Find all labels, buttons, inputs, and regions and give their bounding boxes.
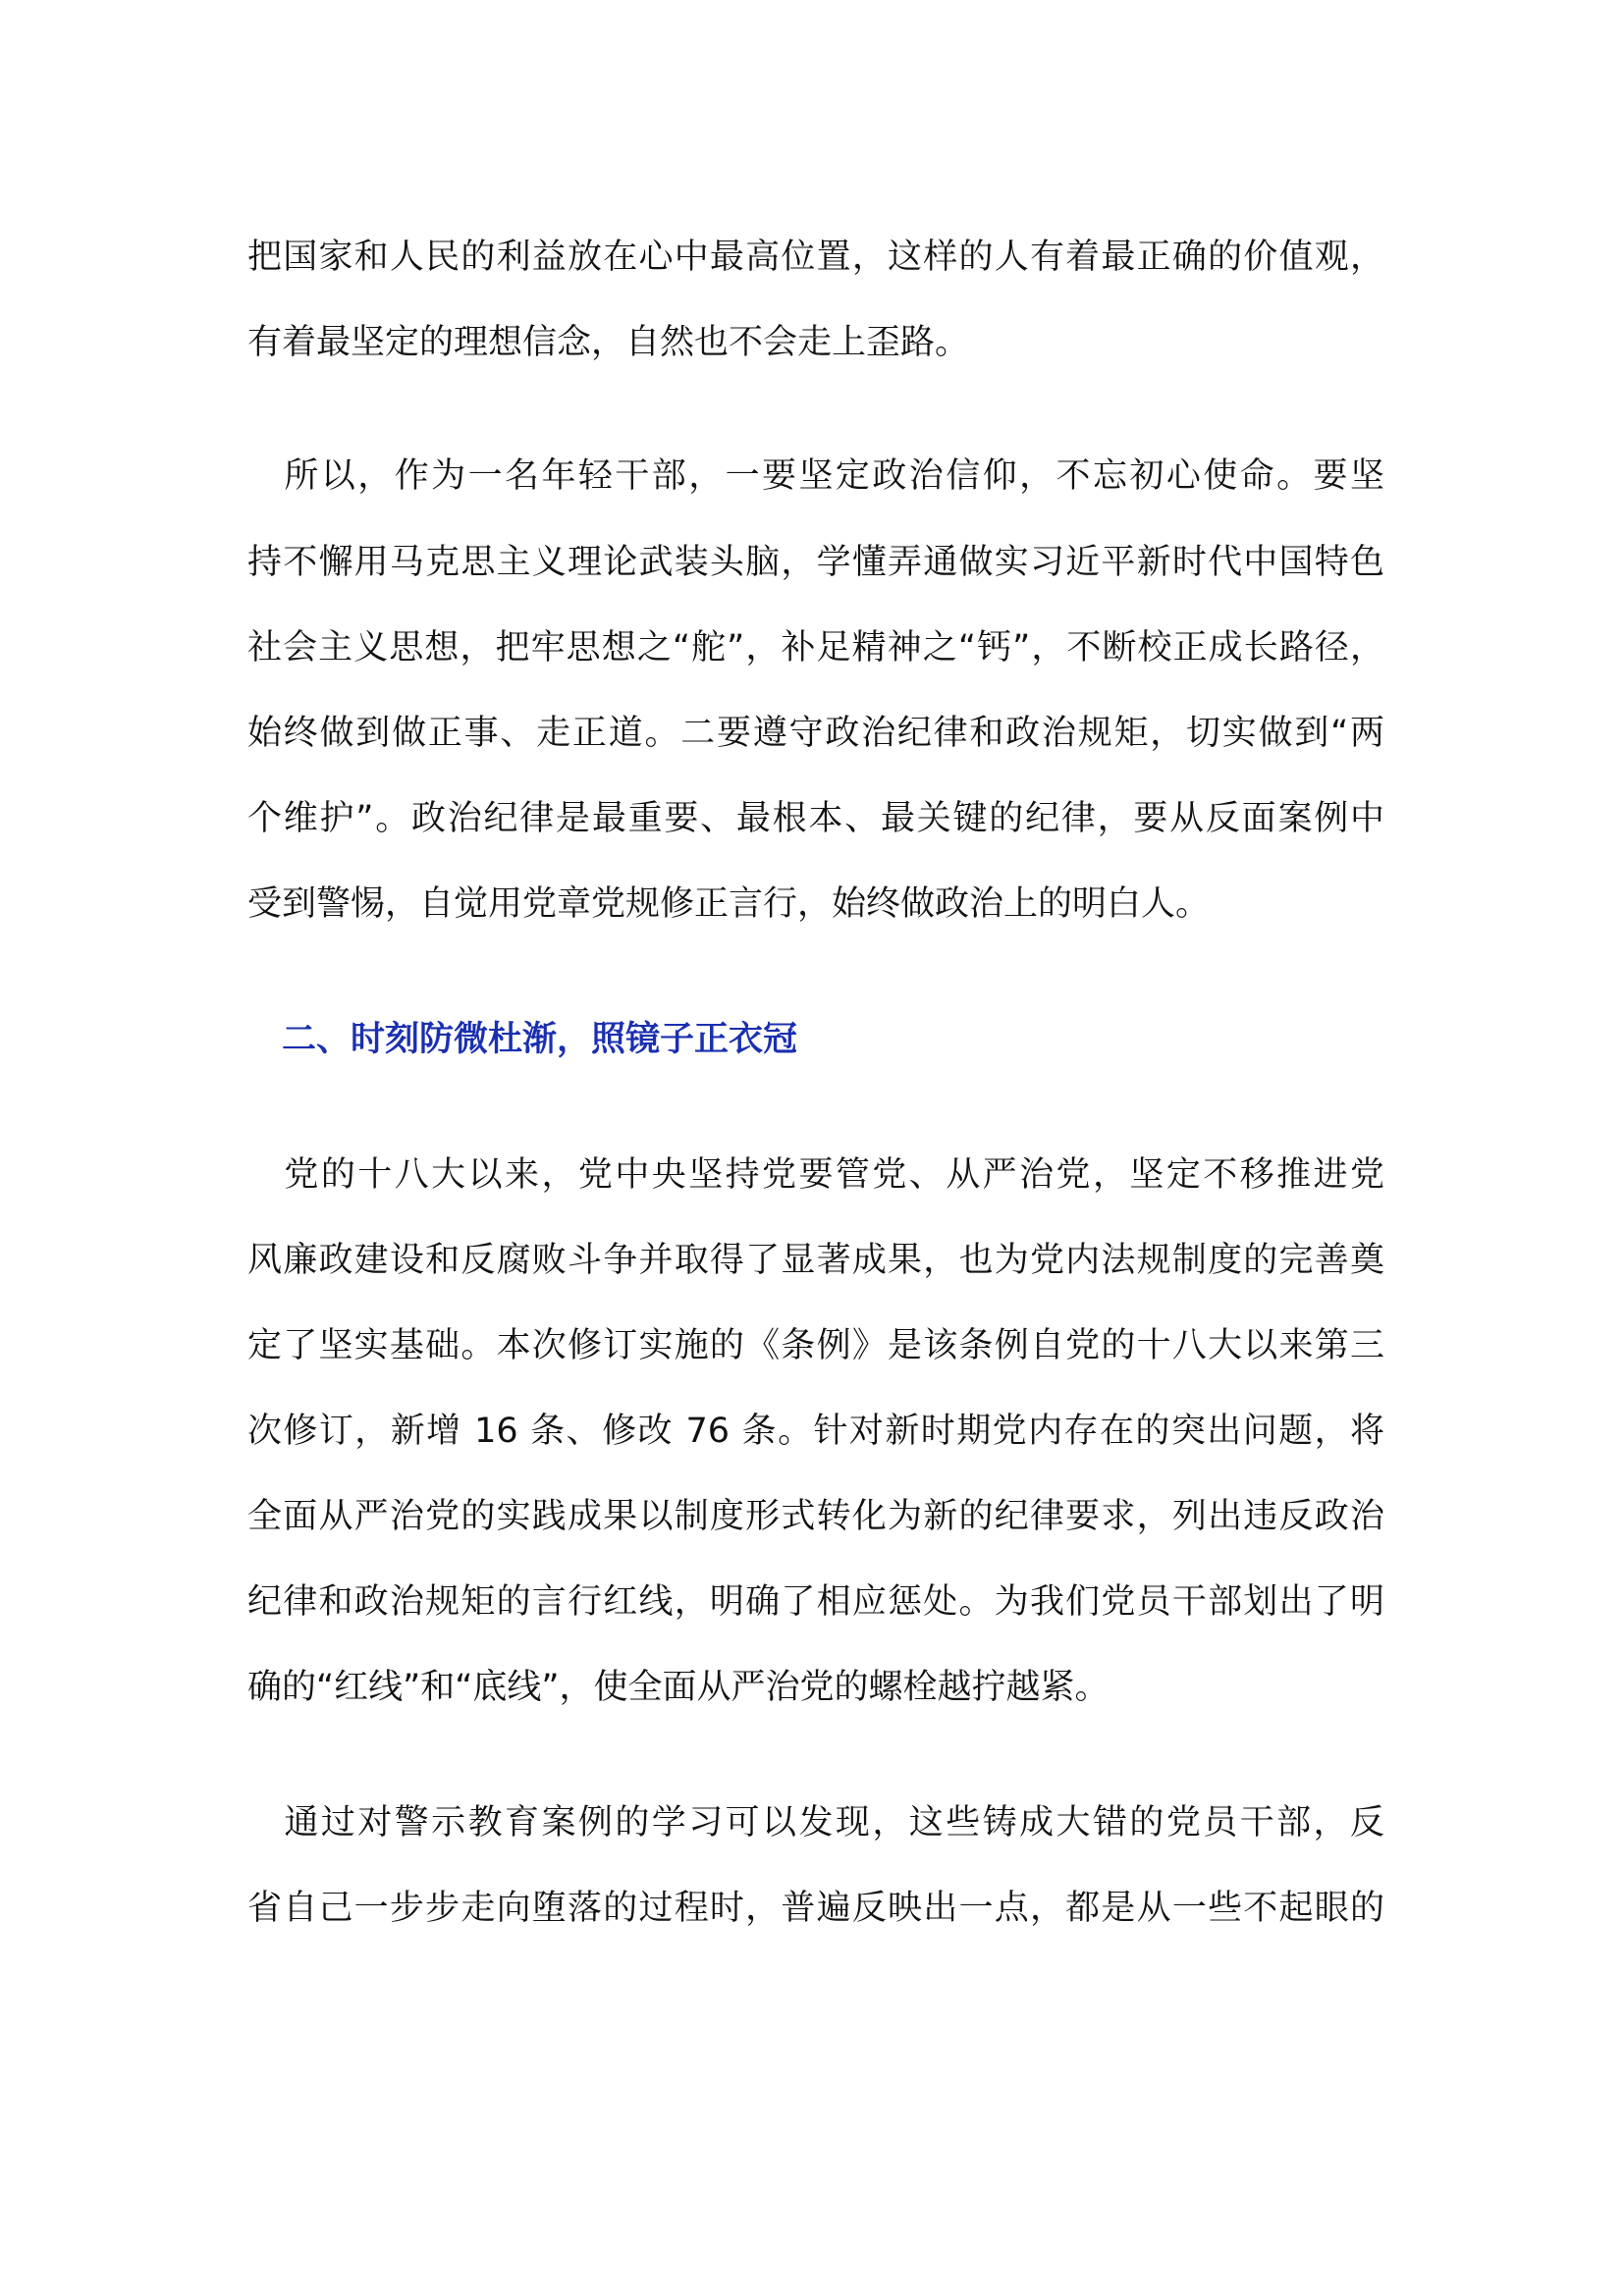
text-line: 个维护”。政治纪律是最重要、最根本、最关键的纪律，要从反面案例中 — [247, 799, 1384, 838]
text-line: 受到警惕，自觉用党章党规修正言行，始终做政治上的明白人。 — [247, 884, 1211, 924]
text-line: 纪律和政治规矩的言行红线，明确了相应惩处。为我们党员干部划出了明 — [247, 1582, 1384, 1622]
text-line: 把国家和人民的利益放在心中最高位置，这样的人有着最正确的价值观， — [247, 238, 1384, 277]
text-line: 全面从严治党的实践成果以制度形式转化为新的纪律要求，列出违反政治 — [247, 1497, 1384, 1536]
text-line: 党的十八大以来，党中央坚持党要管党、从严治党，坚定不移推进党 — [247, 1155, 1384, 1195]
text-line: 有着最坚定的理想信念，自然也不会走上歪路。 — [247, 323, 970, 362]
text-line: 次修订，新增 16 条、修改 76 条。针对新时期党内存在的突出问题，将 — [247, 1412, 1384, 1451]
text-line: 确的“红线”和“底线”，使全面从严治党的螺栓越拧越紧。 — [247, 1668, 1110, 1707]
text-line: 社会主义思想，把牢思想之“舵”，补足精神之“钙”，不断校正成长路径， — [247, 628, 1384, 667]
text-line: 所以，作为一名年轻干部，一要坚定政治信仰，不忘初心使命。要坚 — [247, 456, 1384, 496]
text-line: 始终做到做正事、走正道。二要遵守政治纪律和政治规矩，切实做到“两 — [247, 714, 1384, 753]
text-line: 风廉政建设和反腐败斗争并取得了显著成果，也为党内法规制度的完善奠 — [247, 1241, 1384, 1280]
text-line: 省自己一步步走向堕落的过程时，普遍反映出一点，都是从一些不起眼的 — [247, 1889, 1384, 1928]
section-heading: 二、时刻防微杜渐，照镜子正衣冠 — [247, 1020, 798, 1059]
text-line: 定了坚实基础。本次修订实施的《条例》是该条例自党的十八大以来第三 — [247, 1326, 1384, 1365]
text-line: 通过对警示教育案例的学习可以发现，这些铸成大错的党员干部，反 — [247, 1803, 1384, 1842]
text-line: 持不懈用马克思主义理论武装头脑，学懂弄通做实习近平新时代中国特色 — [247, 543, 1384, 582]
